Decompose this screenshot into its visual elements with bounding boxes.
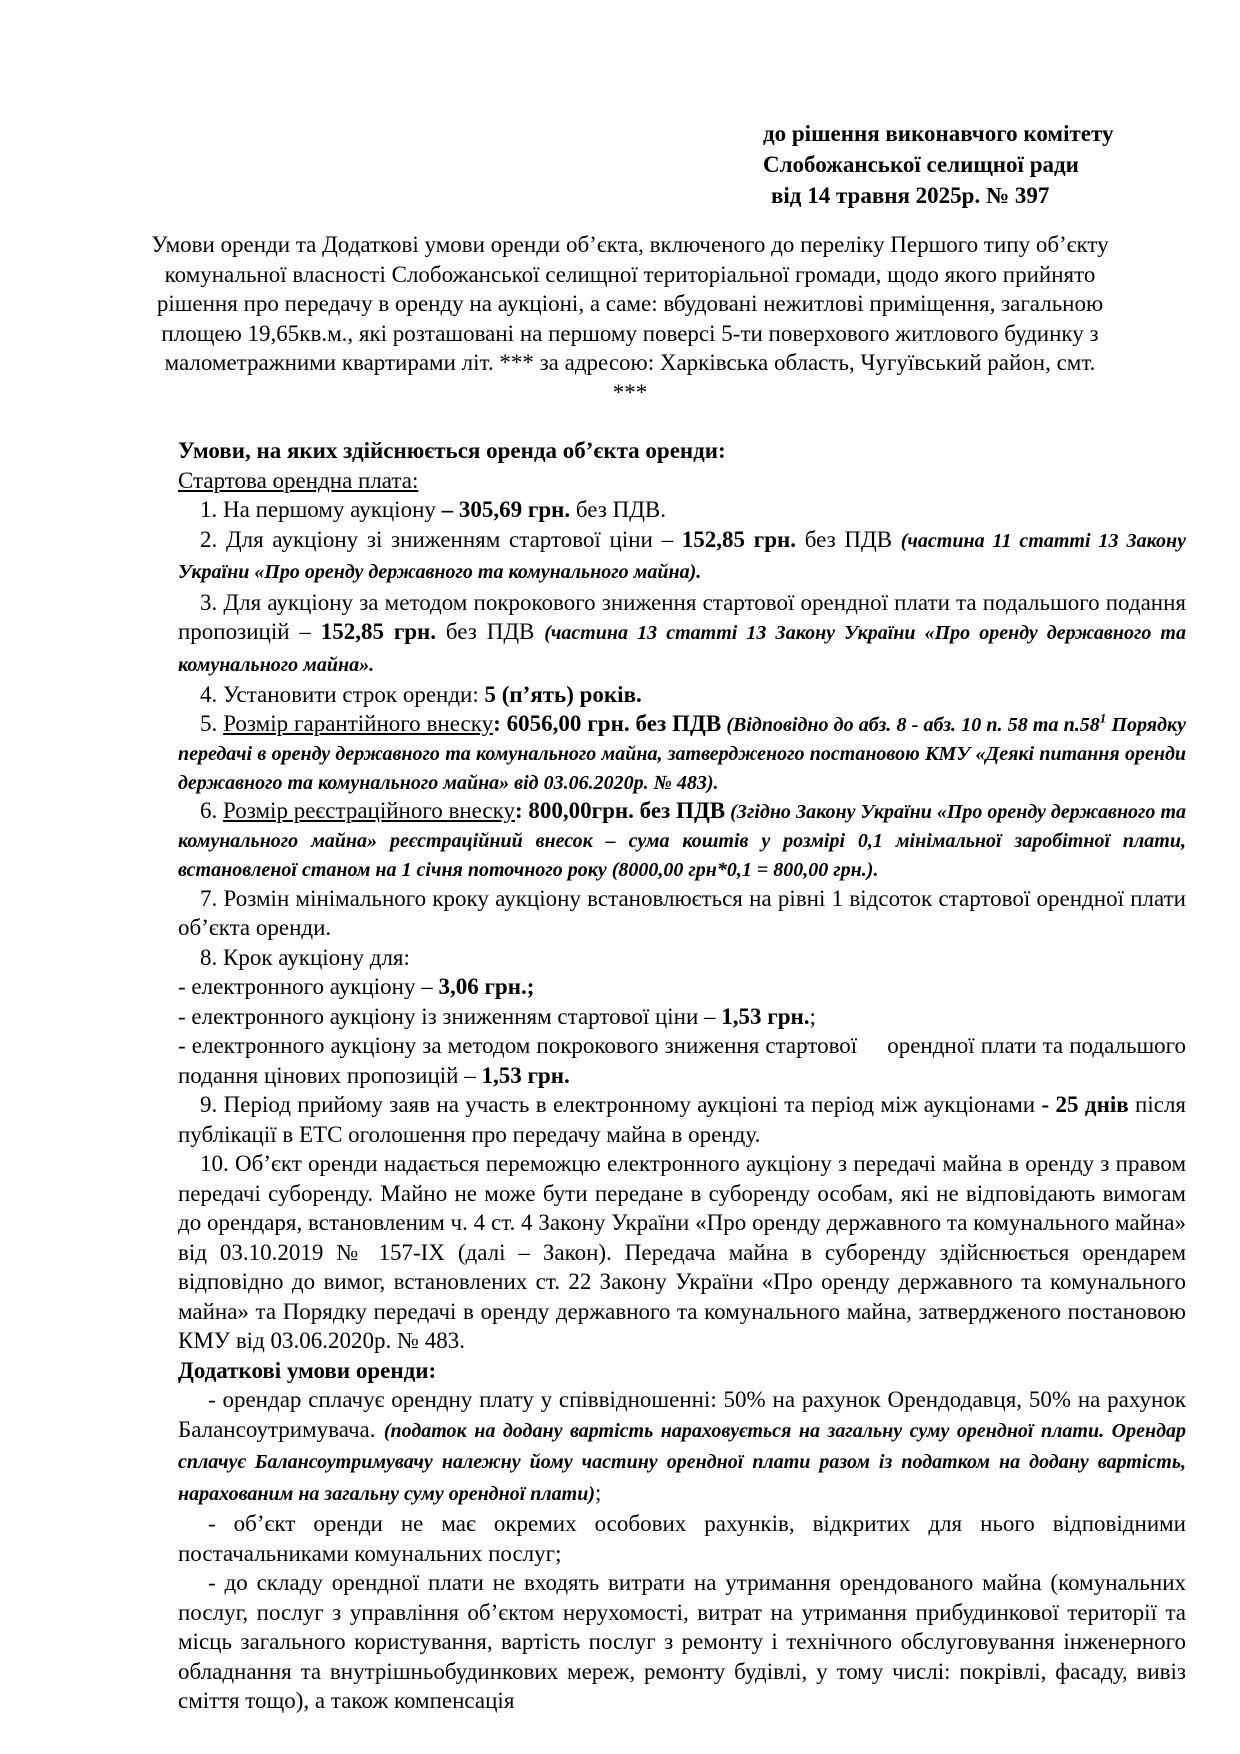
section-1-heading: Умови, на яких здійснюється оренда об’єкта оренди: (178, 438, 726, 463)
additional-condition-2: - об’єкт оренди не має окремих особових рахунків, відкритих для нього відповідними постачальниками комунальних послуг; (178, 1511, 1186, 1566)
section-2-heading: Додаткові умови оренди: (178, 1357, 437, 1383)
decision-reference-line-2: Слобожанської селищної ради (763, 152, 1079, 177)
item-7: 7. Розмін мінімального кроку аукціону встановлюється на рівні 1 відсоток стартової орендної плати об’єкта оренди. (178, 885, 1186, 940)
item-8-step-reduced: - електронного аукціону із зниженням стартової ціни – 1,53 грн.; (178, 1003, 816, 1029)
item-10: 10. Об’єкт оренди надається переможцю електронного аукціону з передачі майна в оренду з правом передачі суборенду. Майно не може бути передане в суборенду особам, які не відповідають вимогам до орендаря, встановленим ч. 4 ст. 4 Закону України «Про оренду державного та комунального майна» від 03.10.2019 № 157-IX (далі – Закон). Передача майна в суборенду здійснюється орендарем відповідно до вимог, встановлених ст. 22 Закону України «Про оренду державного та комунального майна» та Порядку передачі в оренду державного та комунального майна, затвердженого постановою КМУ від 03.06.2020р. № 483. (178, 1151, 1186, 1353)
item-8: 8. Крок аукціону для: (200, 944, 410, 970)
starting-rent-heading: Стартова орендна плата: (178, 467, 419, 493)
item-4: 4. Установити строк оренди: 5 (п’ять) років. (200, 682, 642, 707)
item-3: 3. Для аукціону за методом покрокового зниження стартової орендної плати та подальшого подання пропозицій – 152,85 грн. без ПДВ (частина 13 статті 13 Закону України «Про оренду державного та комунального майна». (178, 589, 1186, 676)
item-8-step-stepwise: - електронного аукціону за методом покрокового зниження стартової орендної плати та подальшого подання цінових пропозицій – 1,53 грн. (178, 1033, 1187, 1088)
item-6: 6. Розмір реєстраційного внеску: 800,00грн. без ПДВ (Згідно Закону України «Про оренду державного та комунального майна» реєстраційний внесок – сума коштів у розмірі 0,1 мінімальної заробітної плати, встановленої станом на 1 січня поточного року (8000,00 грн*0,1 = 800,00 грн.). (178, 797, 1187, 881)
decision-reference-line-1: до рішення виконавчого комітету (763, 121, 1114, 146)
document-title: Умови оренди та Додаткові умови оренди об’єкта, включеного до переліку Першого типу об’єкту комунальної власності Слобожанської селищної територіальної громади, щодо якого прийнято рішення про передачу в оренду на аукціоні, а саме: вбудовані нежитлові приміщення, загальною площею 19,65кв.м., які розташовані на першому поверсі 5-ти поверхового житлового будинку з малометражними квартирами літ. *** за адресою: Харківська область, Чугуївський район, смт. *** (151, 232, 1109, 405)
item-9: 9. Період прийому заяв на участь в електронному аукціоні та період між аукціонами - 25 днів після публікації в ЕТС оголошення про передачу майна в оренду. (178, 1092, 1187, 1147)
item-8-step-electronic: - електронного аукціону – 3,06 грн.; (178, 974, 535, 999)
document-body (178, 436, 1186, 1716)
additional-condition-1: - орендар сплачує орендну плату у співвідношенні: 50% на рахунок Орендодавця, 50% на рахунок Балансоутримувача. (податок на додану вартість нараховується на загальну суму орендної плати. Орендар сплачує Балансоутримувачу належну йому частину орендної плати разом із податком на додану вартість, нарахованим на загальну суму орендної плати); (178, 1387, 1186, 1505)
item-2: 2. Для аукціону зі зниженням стартової ціни – 152,85 грн. без ПДВ (частина 11 статті 13 Закону України «Про оренду державного та комунального майна). (178, 526, 1186, 583)
item-1: 1. На першому аукціону – 305,69 грн. без ПДВ. (200, 497, 667, 522)
decision-reference-line-3: від 14 травня 2025р. № 397 (771, 183, 1050, 208)
decision-reference (763, 118, 1113, 211)
item-5: 5. Розмір гарантійного внеску: 6056,00 грн. без ПДВ (Відповідно до абз. 8 - абз. 10 п. 58 та $п.58^1$ Порядку передачі в оренду державного та комунального майна, затвердженого постановою КМУ «Деякі питання оренди державного та комунального майна» від 03.06.2020р. № 483). (178, 709, 1187, 794)
additional-condition-3: - до складу орендної плати не входять витрати на утримання орендованого майна (комунальних послуг, послуг з управління об’єктом нерухомості, витрат на утримання прибудинкової території та місць загального користування, вартість послуг з ремонту і технічного обслуговування інженерного обладнання та внутрішньобудинкових мереж, ремонту будівлі, у тому числі: покрівлі, фасаду, вивіз сміття тощо), а також компенсація (178, 1570, 1186, 1713)
